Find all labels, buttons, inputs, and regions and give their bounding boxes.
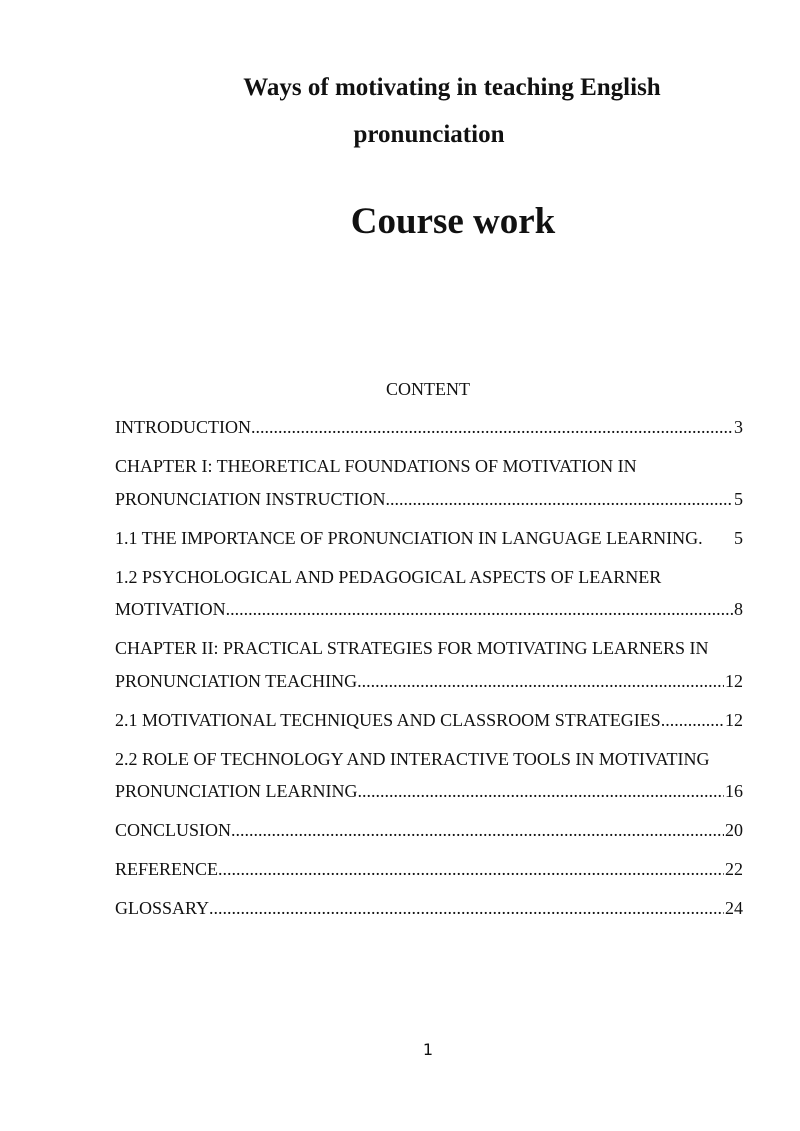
toc-entry-line	[115, 593, 743, 626]
toc-entry-text: GLOSSARY	[115, 898, 210, 918]
toc-entry-text: 2.2 ROLE OF TECHNOLOGY AND INTERACTIVE TOOLS IN MOTIVATING	[115, 748, 710, 769]
toc-page-number: 16	[725, 781, 743, 801]
toc-entry	[115, 522, 743, 555]
toc-entry-line	[115, 853, 743, 886]
toc-page-number: 5	[734, 527, 743, 548]
toc-page-number: 12	[725, 709, 743, 730]
toc-entry-text: PRONUNCIATION TEACHING	[115, 670, 358, 691]
toc-entry	[115, 814, 743, 847]
toc-page-number: 8	[734, 599, 743, 619]
toc-entry-line	[115, 814, 743, 847]
toc-entry-text: 2.1 MOTIVATIONAL TECHNIQUES AND CLASSROOM STRATEGIES	[115, 709, 661, 730]
document-title-line-1: Ways of motivating in teaching English	[243, 74, 661, 101]
toc-dot-leader	[386, 483, 733, 516]
toc-entry	[115, 892, 743, 925]
toc-page-number: 20	[725, 820, 743, 840]
toc-entry-text: 1.1 THE IMPORTANCE OF PRONUNCIATION IN LANGUAGE LEARNING.	[115, 527, 703, 548]
toc-dot-leader	[231, 814, 724, 847]
toc-entry-text: CHAPTER I: THEORETICAL FOUNDATIONS OF MOTIVATION IN	[115, 456, 637, 476]
toc-entry-text: INTRODUCTION	[115, 417, 251, 437]
toc-dot-leader	[209, 892, 724, 925]
toc-page-number: 3	[734, 417, 743, 437]
toc-page-number: 24	[725, 898, 743, 918]
toc-page-number: 22	[725, 859, 743, 879]
toc-entry	[115, 704, 743, 737]
toc-dot-leader	[251, 411, 733, 444]
toc-entry-line	[115, 892, 743, 925]
toc-entry	[115, 411, 743, 444]
document-subtitle: Course work	[350, 201, 556, 242]
toc-entry-text: CONCLUSION	[115, 820, 232, 840]
toc-entry-line	[115, 561, 743, 594]
toc-entry-text: PRONUNCIATION LEARNING	[115, 781, 358, 801]
toc-entry-line	[115, 704, 743, 737]
toc-page-number: 5	[734, 488, 743, 509]
toc-entry-line	[115, 775, 743, 808]
toc-entry-line	[115, 632, 743, 665]
toc-entry	[115, 450, 743, 515]
toc-entry-text: PRONUNCIATION INSTRUCTION	[115, 488, 386, 509]
toc-entry-text: REFERENCE	[115, 859, 219, 879]
toc-entry	[115, 561, 743, 626]
toc-dot-leader	[358, 775, 725, 808]
toc-entry-line	[115, 450, 743, 483]
toc-entry-text: CHAPTER II: PRACTICAL STRATEGIES FOR MOTIVATING LEARNERS IN	[115, 638, 709, 658]
toc-dot-leader	[226, 593, 733, 626]
toc-entry-line	[115, 411, 743, 444]
page-number: 1	[422, 1040, 434, 1059]
toc-page-number: 12	[725, 670, 743, 691]
toc-entry-line	[115, 665, 743, 698]
toc-entry-line	[115, 483, 743, 516]
table-of-contents-heading: CONTENT	[386, 379, 470, 399]
toc-dot-leader	[357, 665, 724, 698]
document-title-line-2: pronunciation	[353, 121, 505, 148]
toc-entry	[115, 632, 743, 697]
toc-dot-leader	[661, 704, 724, 737]
toc-entry-line	[115, 743, 743, 776]
toc-entry	[115, 743, 743, 808]
toc-entry-text: 1.2 PSYCHOLOGICAL AND PEDAGOGICAL ASPECTS OF LEARNER	[115, 566, 662, 587]
toc-dot-leader	[218, 853, 724, 886]
toc-entry	[115, 853, 743, 886]
table-of-contents	[115, 411, 743, 931]
toc-entry-line	[115, 522, 743, 555]
toc-entry-text: MOTIVATION	[115, 599, 226, 619]
